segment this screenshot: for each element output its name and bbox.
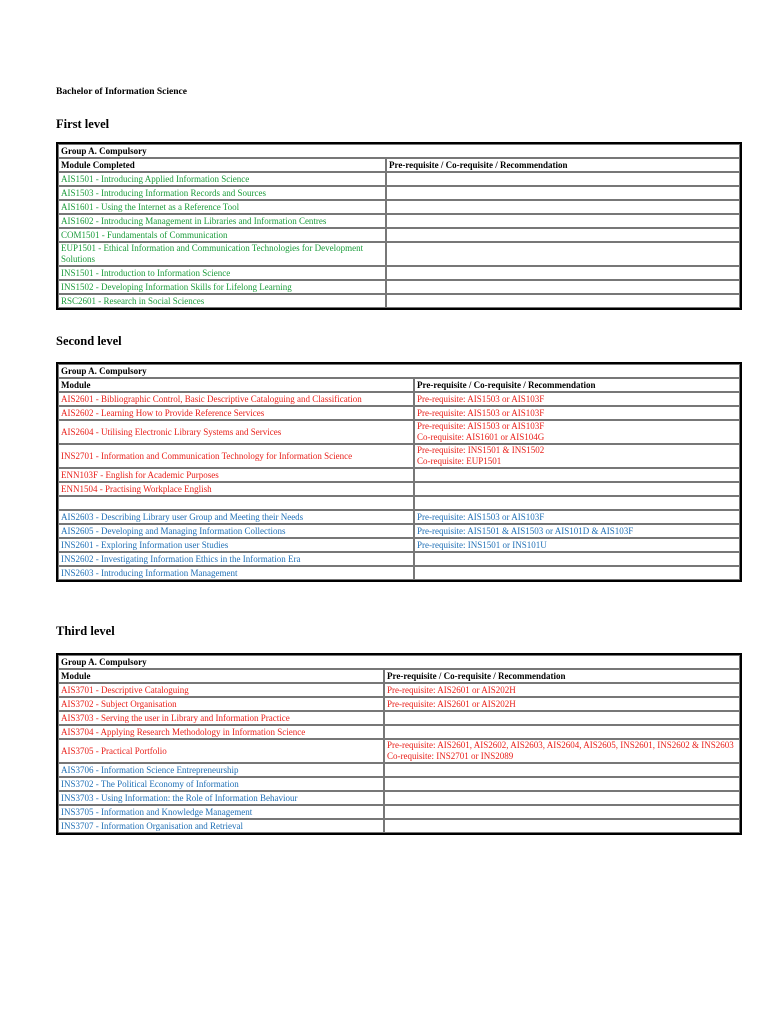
module-cell: INS2701 - Information and Communication Technology for Information Science [58, 444, 414, 468]
first-level-table [56, 142, 742, 310]
requisite-cell [384, 777, 740, 791]
module-cell: AIS2604 - Utilising Electronic Library Systems and Services [58, 420, 414, 444]
requisite-cell [384, 791, 740, 805]
module-cell: AIS3703 - Serving the user in Library and Information Practice [58, 711, 384, 725]
module-cell: INS3705 - Information and Knowledge Management [58, 805, 384, 819]
requisite-cell [386, 172, 740, 186]
column-header-module: Module Completed [58, 158, 386, 172]
module-cell: INS3703 - Using Information: the Role of Information Behaviour [58, 791, 384, 805]
requisite-cell [386, 294, 740, 308]
requisite-cell [414, 468, 740, 482]
column-header-requisite: Pre-requisite / Co-requisite / Recommendation [414, 378, 740, 392]
module-cell: INS3707 - Information Organisation and Retrieval [58, 819, 384, 833]
column-header-requisite: Pre-requisite / Co-requisite / Recommendation [386, 158, 740, 172]
requisite-cell [384, 819, 740, 833]
requisite-cell [384, 805, 740, 819]
module-cell: AIS3704 - Applying Research Methodology in Information Science [58, 725, 384, 739]
requisite-cell: Pre-requisite: AIS2601, AIS2602, AIS2603, AIS2604, AIS2605, INS2601, INS2602 & INS2603 Co-requisite: INS2701 or INS2089 [384, 739, 740, 763]
module-cell: AIS1501 - Introducing Applied Information Science [58, 172, 386, 186]
requisite-cell [386, 266, 740, 280]
second-level-table [56, 362, 742, 582]
corequisite-line: Co-requisite: AIS1601 or AIS104G [417, 432, 545, 442]
empty-cell [414, 496, 740, 510]
module-cell: AIS1601 - Using the Internet as a Reference Tool [58, 200, 386, 214]
requisite-cell [414, 552, 740, 566]
group-label: Group A. Compulsory [58, 364, 740, 378]
group-label: Group A. Compulsory [58, 655, 740, 669]
requisite-cell: Pre-requisite: AIS1503 or AIS103F [414, 406, 740, 420]
requisite-cell [414, 482, 740, 496]
column-header-module: Module [58, 378, 414, 392]
module-cell: AIS1503 - Introducing Information Records and Sources [58, 186, 386, 200]
requisite-cell: Pre-requisite: INS1501 or INS101U [414, 538, 740, 552]
module-cell: AIS1602 - Introducing Management in Libraries and Information Centres [58, 214, 386, 228]
requisite-cell: Pre-requisite: AIS2601 or AIS202H [384, 683, 740, 697]
module-cell: AIS3706 - Information Science Entrepreneurship [58, 763, 384, 777]
requisite-cell [414, 566, 740, 580]
module-cell: AIS2602 - Learning How to Provide Reference Services [58, 406, 414, 420]
module-cell: AIS2601 - Bibliographic Control, Basic Descriptive Cataloguing and Classification [58, 392, 414, 406]
requisite-cell: Pre-requisite: AIS1503 or AIS103F [414, 510, 740, 524]
empty-cell [58, 496, 414, 510]
module-cell: AIS3702 - Subject Organisation [58, 697, 384, 711]
third-level-table [56, 653, 742, 835]
module-cell: AIS3705 - Practical Portfolio [58, 739, 384, 763]
module-cell: ENN1504 - Practising Workplace English [58, 482, 414, 496]
module-cell: RSC2601 - Research in Social Sciences [58, 294, 386, 308]
module-cell: ENN103F - English for Academic Purposes [58, 468, 414, 482]
requisite-cell [384, 725, 740, 739]
module-cell: EUP1501 - Ethical Information and Communication Technologies for Development Solutions [58, 242, 386, 266]
level-title-third: Third level [56, 624, 115, 638]
module-cell: INS2603 - Introducing Information Management [58, 566, 414, 580]
prerequisite-line: Pre-requisite: AIS1503 or AIS103F [417, 421, 545, 431]
module-cell: INS1501 - Introduction to Information Science [58, 266, 386, 280]
level-title-second: Second level [56, 334, 122, 348]
requisite-cell [386, 228, 740, 242]
module-cell: INS2601 - Exploring Information user Studies [58, 538, 414, 552]
requisite-cell [414, 444, 740, 468]
module-cell: INS1502 - Developing Information Skills for Lifelong Learning [58, 280, 386, 294]
module-cell: INS2602 - Investigating Information Ethics in the Information Era [58, 552, 414, 566]
requisite-cell: Pre-requisite: AIS2601 or AIS202H [384, 697, 740, 711]
module-cell: INS3702 - The Political Economy of Information [58, 777, 384, 791]
column-header-module: Module [58, 669, 384, 683]
module-cell: COM1501 - Fundamentals of Communication [58, 228, 386, 242]
module-cell: AIS2605 - Developing and Managing Information Collections [58, 524, 414, 538]
column-header-requisite: Pre-requisite / Co-requisite / Recommendation [384, 669, 740, 683]
corequisite-line: Co-requisite: EUP1501 [417, 456, 502, 466]
requisite-cell: Pre-requisite: AIS1503 or AIS103F [414, 392, 740, 406]
module-cell: AIS2603 - Describing Library user Group and Meeting their Needs [58, 510, 414, 524]
prerequisite-line: Pre-requisite: INS1501 & INS1502 [417, 445, 545, 455]
requisite-cell: Pre-requisite: AIS1501 & AIS1503 or AIS101D & AIS103F [414, 524, 740, 538]
document-title: Bachelor of Information Science [56, 87, 187, 97]
requisite-cell [386, 214, 740, 228]
requisite-cell [386, 242, 740, 266]
requisite-cell [384, 763, 740, 777]
requisite-cell [386, 186, 740, 200]
module-cell: AIS3701 - Descriptive Cataloguing [58, 683, 384, 697]
requisite-cell [384, 711, 740, 725]
requisite-cell [414, 420, 740, 444]
group-label: Group A. Compulsory [58, 144, 740, 158]
requisite-cell [386, 200, 740, 214]
level-title-first: First level [56, 117, 110, 131]
requisite-cell [386, 280, 740, 294]
